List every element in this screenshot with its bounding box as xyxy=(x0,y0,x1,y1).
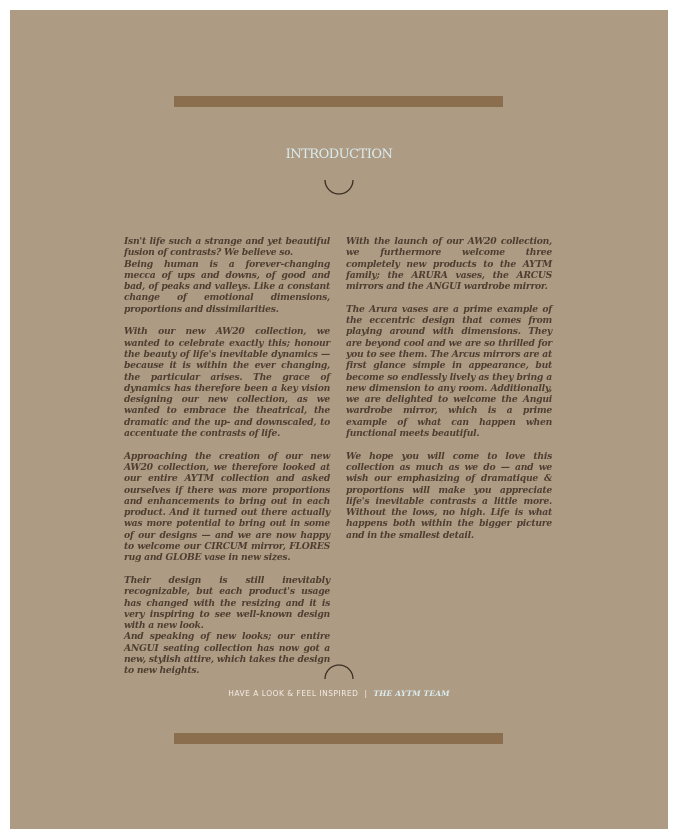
paragraph: Isn't life such a strange and yet beautiful fusion of contrasts? We believe so. Being human is a forever-changing mecca of ups and downs, of good and bad, of peaks and valleys. Like a constant change of emotional dimensions, proportions and dissimilarities. xyxy=(124,236,330,315)
left-text-column xyxy=(124,236,330,688)
section-title: INTRODUCTION xyxy=(285,147,393,162)
paragraph: With our new AW20 collection, we wanted to celebrate exactly this; honour the beauty of life's inevitable dynamics — because it is within the ever changing, the particular arises. The grace of dynamics has therefore been a key vision designing our new collection, as we wanted to embrace the theatrical, the dramatic and the up- and downscaled, to accentuate the contrasts of life. xyxy=(124,326,330,440)
paragraph: Their design is still inevitably recognizable, but each product's usage has changed with the resizing and it is very inspiring to see well-known design with a new look. And speaking of new looks; our entire ANGUI seating collection has now got a new, stylish attire, which takes the design to new heights. xyxy=(124,574,330,677)
document-page xyxy=(10,10,668,829)
arc-up-ornament-icon xyxy=(324,661,354,681)
paragraph: Approaching the creation of our new AW20 collection, we therefore looked at our entire AYTM collection and asked ourselves if there was more proportions and enhancements to bring out in each product. And it turned out there actually was more potential to bring out in some of our designs — and we are now happy to welcome our CIRCUM mirror, FLORES rug and GLOBE vase in new sizes. xyxy=(124,450,330,564)
paragraph: We hope you will come to love this collection as much as we do — and we wish our emphasizing of dramatique & proportions will make you appreciate life's inevitable contrasts a little more. Without the lows, no high. Life is what happens both within the bigger picture and in the smallest detail. xyxy=(346,450,552,541)
footer-separator: | xyxy=(364,689,368,698)
bottom-divider-bar xyxy=(174,733,503,744)
footer-tagline: HAVE A LOOK & FEEL INSPIRED xyxy=(228,689,359,698)
arc-down-ornament-icon xyxy=(324,178,354,198)
right-text-column xyxy=(346,236,552,552)
paragraph: The Arura vases are a prime example of the eccentric design that comes from playing around with dimensions. They are beyond cool and we are so thrilled for you to see them. The Arcus mirrors are at first glance simple in appearance, but become so endlessly lively as they bring a new dimension to any room. Additionally, we are delighted to welcome the Angui wardrobe mirror, which is a prime example of what can happen when functional meets beautiful. xyxy=(346,303,552,440)
footer-line xyxy=(10,689,668,698)
footer-signature: THE AYTM TEAM xyxy=(373,689,450,698)
top-divider-bar xyxy=(174,96,503,107)
paragraph: With the launch of our AW20 collection, we furthermore welcome three completely new products to the AYTM family; the ARURA vases, the ARCUS mirrors and the ANGUI wardrobe mirror. xyxy=(346,236,552,293)
